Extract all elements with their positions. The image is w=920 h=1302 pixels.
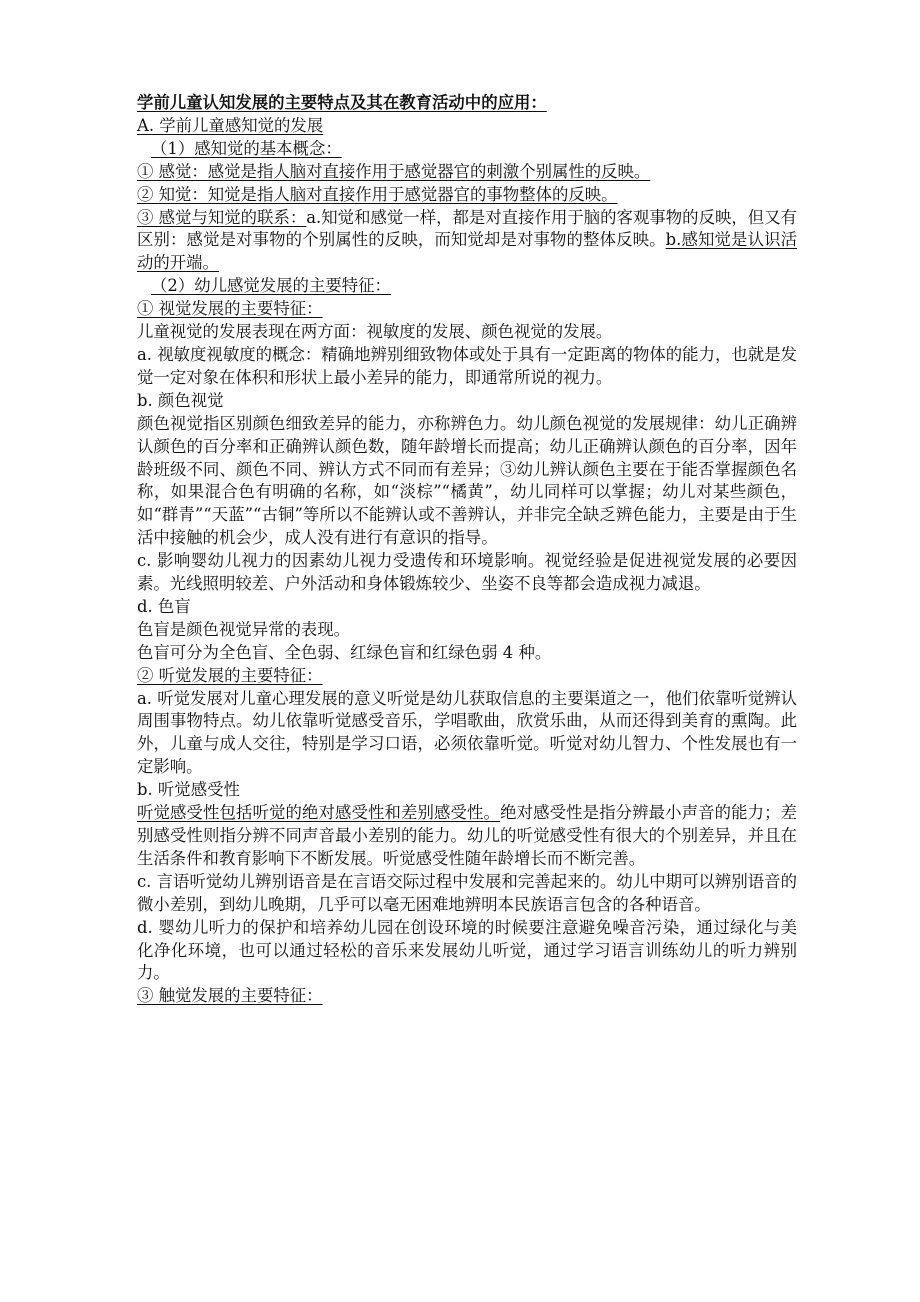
paragraph-text: 绝对感受性是指分辨最小声音的能力；差别感受性则指分辨不同声音最小差别的能力。幼儿的听觉感受性有很大的个别差异，并且在生活条件和教育影响下不断发展。听觉感受性随年龄增长而不断完善。: [137, 803, 797, 868]
definition-item: [137, 207, 797, 276]
paragraph: a. 视敏度视敏度的概念：精确地辨别细致物体或处于具有一定距离的物体的能力，也就是发觉一定对象在体积和形状上最小差异的能力，即通常所说的视力。: [137, 344, 797, 387]
paragraph: 色盲是颜色视觉异常的表现。: [137, 619, 351, 639]
document-title: 学前儿童认知发展的主要特点及其在教育活动中的应用：: [137, 93, 547, 112]
item-text: a.知觉和感觉一样，都是对直接作用于脑的客观事物的反映，但又有区别：感觉是对事物的个别属性的反映，而知觉却是对事物的整体反映。: [137, 207, 797, 250]
item-label: ③ 感觉与知觉的联系：: [137, 207, 307, 227]
item-text: b.感知觉是认识活动的开端。: [137, 230, 798, 273]
paragraph-label: b. 听觉感受性: [137, 780, 240, 800]
paragraph: d. 婴幼儿听力的保护和培养幼儿园在创设环境的时候要注意避免噪音污染，通过绿化与美化净化环境，也可以通过轻松的音乐来发展幼儿听觉，通过学习语言训练幼儿的听力辨别力。: [137, 917, 797, 983]
topic-heading: ② 听觉发展的主要特征：: [137, 665, 323, 685]
section-heading: A. 学前儿童感知觉的发展: [137, 115, 324, 135]
paragraph: c. 影响婴幼儿视力的因素幼儿视力受遗传和环境影响。视觉经验是促进视觉发展的必要因素。光线照明较差、户外活动和身体锻炼较少、坐姿不良等都会造成视力减退。: [137, 551, 797, 594]
paragraph-label: d. 色盲: [137, 596, 191, 616]
paragraph: 儿童视觉的发展表现在两方面：视敏度的发展、颜色视觉的发展。: [137, 322, 613, 342]
document-body: [137, 92, 797, 1008]
paragraph: 色盲可分为全色盲、全色弱、红绿色盲和红绿色弱 4 种。: [137, 642, 552, 662]
paragraph: [137, 802, 797, 871]
topic-heading: ③ 触觉发展的主要特征：: [137, 986, 323, 1006]
subsection-heading: （2）幼儿感觉发展的主要特征：: [151, 276, 391, 296]
paragraph: a. 听觉发展对儿童心理发展的意义听觉是幼儿获取信息的主要渠道之一，他们依靠听觉辨认周围事物特点。幼儿依靠听觉感受音乐，学唱歌曲，欣赏乐曲，从而还得到美育的熏陶。此外，儿童与成人交往，特别是学习口语，必须依靠听觉。听觉对幼儿智力、个性发展也有一定影响。: [137, 688, 797, 777]
definition-item: ② 知觉：知觉是指人脑对直接作用于感觉器官的事物整体的反映。: [137, 184, 618, 204]
paragraph-label: b. 颜色视觉: [137, 390, 224, 410]
topic-heading: ① 视觉发展的主要特征：: [137, 299, 323, 319]
definition-item: ① 感觉：感觉是指人脑对直接作用于感觉器官的刺激个别属性的反映。: [137, 161, 651, 181]
paragraph: 颜色视觉指区别颜色细致差异的能力，亦称辨色力。幼儿颜色视觉的发展规律：幼儿正确辨认颜色的百分率和正确辨认颜色数，随年龄增长而提高；幼儿正确辨认颜色的百分率，因年龄班级不同、颜色不同、辨认方式不同而有差异；③幼儿辨认颜色主要在于能否掌握颜色名称，如果混合色有明确的名称，如“淡棕”“橘黄”，幼儿同样可以掌握；幼儿对某些颜色，如“群青”“天蓝”“古铜”等所以不能辨认或不善辨认，并非完全缺乏辨色能力，主要是由于生活中接触的机会少，成人没有进行有意识的指导。: [137, 413, 797, 548]
underlined-sentence: 听觉感受性包括听觉的绝对感受性和差别感受性。: [137, 803, 501, 823]
paragraph: c. 言语听觉幼儿辨别语音是在言语交际过程中发展和完善起来的。幼儿中期可以辨别语音的微小差别，到幼儿晚期，几乎可以毫无困难地辨明本民族语言包含的各种语音。: [137, 871, 797, 914]
subsection-heading: （1）感知觉的基本概念：: [151, 138, 342, 158]
